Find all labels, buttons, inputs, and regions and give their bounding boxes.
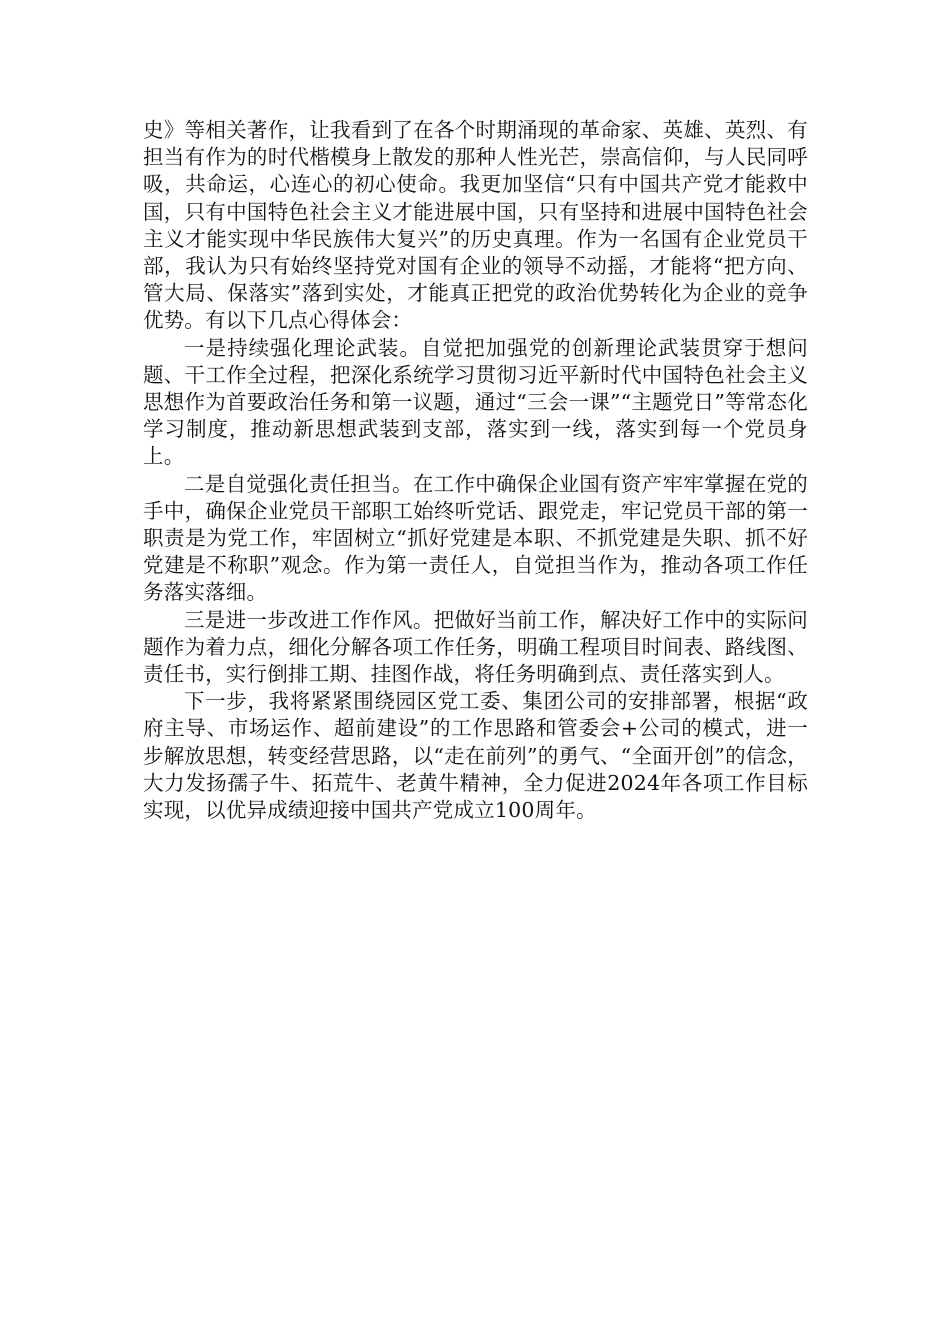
paragraph-point-1: 一是持续强化理论武装。自觉把加强党的创新理论武装贯穿于想问题、干工作全过程，把深化系统学习贯彻习近平新时代中国特色社会主义思想作为首要政治任务和第一议题，通过“三会一课”“主题党日”等常态化学习制度，推动新思想武装到支部，落实到一线，落实到每一个党员身上。 bbox=[143, 335, 808, 469]
paragraph-intro: 史》等相关著作，让我看到了在各个时期涌现的革命家、英雄、英烈、有担当有作为的时代楷模身上散发的那种人性光芒，崇高信仰，与人民同呼吸，共命运，心连心的初心使命。我更加坚信“只有中国共产党才能救中国，只有中国特色社会主义才能进展中国，只有坚持和进展中国特色社会主义才能实现中华民族伟大复兴”的历史真理。作为一名国有企业党员干部，我认为只有始终坚持党对国有企业的领导不动摇，才能将“把方向、管大局、保落实”落到实处，才能真正把党的政治优势转化为企业的竞争优势。有以下几点心得体会： bbox=[143, 118, 808, 333]
document-body bbox=[143, 117, 808, 824]
paragraph-next-step: 下一步，我将紧紧围绕园区党工委、集团公司的安排部署，根据“政府主导、市场运作、超前建设”的工作思路和管委会+公司的模式，进一步解放思想，转变经营思路，以“走在前列”的勇气、“全面开创”的信念，大力发扬孺子牛、拓荒牛、老黄牛精神，全力促进2024年各项工作目标实现，以优异成绩迎接中国共产党成立100周年。 bbox=[143, 689, 808, 823]
paragraph-point-2: 二是自觉强化责任担当。在工作中确保企业国有资产牢牢掌握在党的手中，确保企业党员干部职工始终听党话、跟党走，牢记党员干部的第一职责是为党工作，牢固树立“抓好党建是本职、不抓党建是失职、抓不好党建是不称职”观念。作为第一责任人，自觉担当作为，推动各项工作任务落实落细。 bbox=[143, 471, 808, 605]
paragraph-point-3: 三是进一步改进工作作风。把做好当前工作，解决好工作中的实际问题作为着力点，细化分解各项工作任务，明确工程项目时间表、路线图、责任书，实行倒排工期、挂图作战，将任务明确到点、责任落实到人。 bbox=[143, 607, 808, 687]
